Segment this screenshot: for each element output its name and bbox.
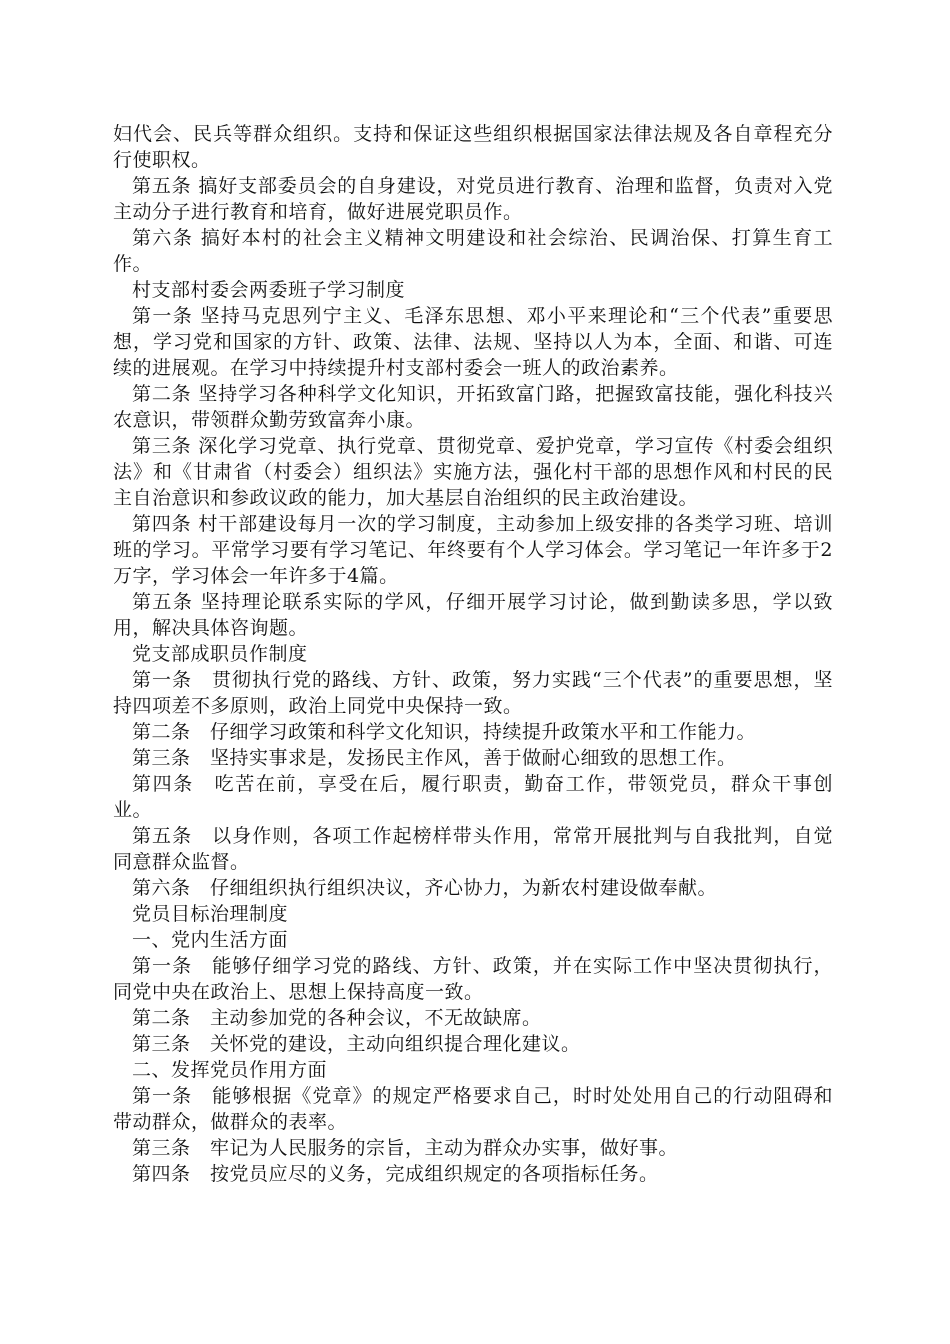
paragraph: 第五条 搞好支部委员会的自身建设，对党员进行教育、治理和监督，负责对入党主动分子进行教育和培育，做好进展党职员作。 [113, 175, 833, 223]
paragraph: 第一条 能够仔细学习党的路线、方针、政策，并在实际工作中坚决贯彻执行，同党中央在政治上、思想上保持高度一致。 [113, 955, 833, 1003]
paragraph: 第一条 能够根据《党章》的规定严格要求自己，时时处处用自己的行动阻碍和带动群众，做群众的表率。 [113, 1085, 833, 1133]
paragraph: 第四条 吃苦在前，享受在后，履行职责，勤奋工作，带领党员，群众干事创业。 [113, 773, 833, 821]
subsection-heading: 二、发挥党员作用方面 [132, 1059, 328, 1081]
paragraph: 第二条 主动参加党的各种会议，不无故缺席。 [132, 1007, 542, 1029]
section-heading: 村支部村委会两委班子学习制度 [132, 279, 406, 301]
paragraph: 第二条 坚持学习各种科学文化知识，开拓致富门路，把握致富技能，强化科技兴农意识，带领群众勤劳致富奔小康。 [113, 383, 833, 431]
section-heading: 党支部成职员作制度 [132, 643, 308, 665]
paragraph: 第三条 关怀党的建设，主动向组织提合理化建议。 [132, 1033, 581, 1055]
paragraph: 第三条 牢记为人民服务的宗旨，主动为群众办实事，做好事。 [132, 1137, 679, 1159]
paragraph: 第二条 仔细学习政策和科学文化知识，持续提升政策水平和工作能力。 [132, 721, 757, 743]
paragraph: 第三条 深化学习党章、执行党章、贯彻党章、爱护党章，学习宣传《村委会组织法》和《甘肃省（村委会）组织法》实施方法，强化村干部的思想作风和村民的民主自治意识和参政议政的能力，加大基层自治组织的民主政治建设。 [113, 435, 833, 509]
paragraph: 第六条 搞好本村的社会主义精神文明建设和社会综治、民调治保、打算生育工作。 [113, 227, 833, 275]
paragraph: 第五条 坚持理论联系实际的学风，仔细开展学习讨论，做到勤读多思，学以致用，解决具体咨询题。 [113, 591, 833, 639]
subsection-heading: 一、党内生活方面 [132, 929, 289, 951]
paragraph: 第一条 坚持马克思列宁主义、毛泽东思想、邓小平来理论和“三个代表”重要思想，学习党和国家的方针、政策、法律、法规、坚持以人为本，全面、和谐、可连续的进展观。在学习中持续提升村支部村委会一班人的政治素养。 [113, 305, 833, 379]
paragraph: 第五条 以身作则，各项工作起榜样带头作用，常常开展批判与自我批判，自觉同意群众监督。 [113, 825, 833, 873]
paragraph: 第四条 村干部建设每月一次的学习制度，主动参加上级安排的各类学习班、培训班的学习。平常学习要有学习笔记、年终要有个人学习体会。学习笔记一年许多于2万字，学习体会一年许多于4篇。 [113, 513, 833, 587]
paragraph: 第一条 贯彻执行党的路线、方针、政策，努力实践“三个代表”的重要思想，坚持四项差不多原则，政治上同党中央保持一致。 [113, 669, 833, 717]
section-heading: 党员目标治理制度 [132, 903, 289, 925]
paragraph: 妇代会、民兵等群众组织。支持和保证这些组织根据国家法律法规及各自章程充分行使职权。 [113, 123, 833, 171]
paragraph: 第三条 坚持实事求是，发扬民主作风，善于做耐心细致的思想工作。 [132, 747, 737, 769]
paragraph: 第四条 按党员应尽的义务，完成组织规定的各项指标任务。 [132, 1163, 659, 1185]
document-page [113, 121, 833, 1187]
paragraph: 第六条 仔细组织执行组织决议，齐心协力，为新农村建设做奉献。 [132, 877, 718, 899]
